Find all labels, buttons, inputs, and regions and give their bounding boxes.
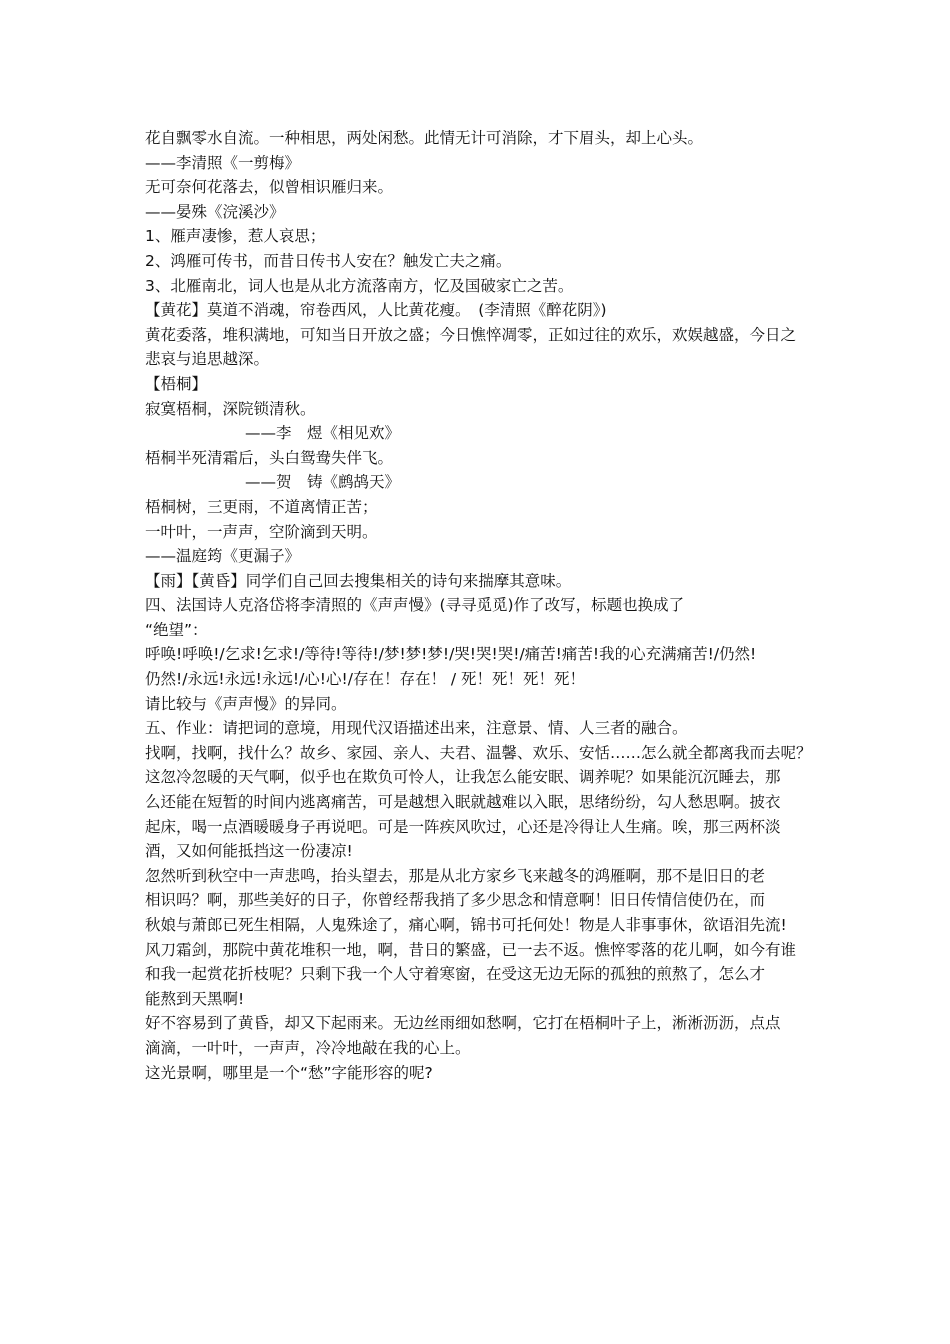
text-line: 黄花委落，堆积满地，可知当日开放之盛；今日憔悴凋零，正如过往的欢乐，欢娱越盛，今日之: [145, 325, 797, 344]
text-line: “绝望”：: [145, 620, 208, 639]
text-line: 【雨】【黄昏】同学们自己回去搜集相关的诗句来揣摩其意味。: [145, 571, 572, 590]
text-line: 起床，喝一点酒暖暖身子再说吧。可是一阵疾风吹过，心还是冷得让人生痛。唉，那三两杯淡: [145, 817, 781, 836]
text-line: 这光景啊，哪里是一个“愁”字能形容的呢?: [145, 1063, 433, 1082]
text-line: 1、雁声凄惨，惹人哀思；: [145, 227, 326, 246]
text-line: 仍然!/永远!永远!永远!/心!心!/存在！存在！ / 死！死！死！死！: [145, 670, 586, 689]
text-line: 悲哀与追思越深。: [145, 350, 270, 369]
text-line: 五、作业：请把词的意境，用现代汉语描述出来，注意景、情、人三者的融合。: [145, 719, 688, 738]
text-line: 找啊，找啊，找什么？故乡、家园、亲人、夫君、温馨、欢乐、安恬……怎么就全都离我而去呢？: [145, 743, 812, 762]
text-line: 【黄花】莫道不消魂，帘卷西风，人比黄花瘦。 (李清照《醉花阴》): [145, 301, 607, 320]
text-line: 梧桐半死清霜后，头白鸳鸯失伴飞。: [145, 448, 394, 467]
text-line: 2、鸿雁可传书，而昔日传书人安在？触发亡夫之痛。: [145, 251, 512, 270]
text-line: 风刀霜剑，那院中黄花堆积一地，啊，昔日的繁盛，已一去不返。憔悴零落的花儿啊，如今有谁: [145, 940, 797, 959]
text-line: 呼唤!呼唤!/乞求!乞求!/等待!等待!/梦!梦!梦!/哭!哭!哭!/痛苦!痛苦!我的心充满痛苦!/仍然!: [145, 645, 757, 664]
text-line: 相识吗？啊，那些美好的日子，你曾经帮我捎了多少思念和情意啊！旧日传情信使仍在，而: [145, 891, 766, 910]
text-line: ——晏殊《浣溪沙》: [145, 202, 285, 221]
text-line: 和我一起赏花折枝呢？只剩下我一个人守着寒窗，在受这无边无际的孤独的煎熬了，怎么才: [145, 965, 766, 984]
text-line: 秋娘与萧郎已死生相隔，人鬼殊途了，痛心啊，锦书可托何处！物是人非事事休，欲语泪先流!: [145, 916, 787, 934]
text-line: 滴滴，一叶叶，一声声，冷冷地敲在我的心上。: [145, 1038, 471, 1057]
text-line: 无可奈何花落去，似曾相识雁归来。: [145, 178, 394, 197]
text-line: 好不容易到了黄昏，却又下起雨来。无边丝雨细如愁啊，它打在梧桐叶子上，淅淅沥沥，点点: [145, 1014, 781, 1033]
text-line: 请比较与《声声慢》的异同。: [145, 694, 347, 713]
text-line: 这忽冷忽暖的天气啊，似乎也在欺负可怜人，让我怎么能安眠、调养呢？如果能沉沉睡去，那: [145, 768, 781, 787]
text-line: 忽然听到秋空中一声悲鸣，抬头望去，那是从北方家乡飞来越冬的鸿雁啊，那不是旧日的老: [145, 866, 766, 885]
attribution-line: ——贺 铸《鹧鸪天》: [245, 473, 401, 492]
text-line: 梧桐树，三更雨，不道离情正苦；: [145, 497, 378, 516]
text-line: 四、法国诗人克洛岱将李清照的《声声慢》(寻寻觅觅)作了改写，标题也换成了: [145, 596, 685, 615]
text-line: 【梧桐】: [145, 374, 208, 393]
text-line: 寂寞梧桐，深院锁清秋。: [145, 399, 316, 418]
text-line: 一叶叶，一声声，空阶滴到天明。: [145, 522, 378, 541]
text-line: ——李清照《一剪梅》: [145, 153, 301, 172]
text-line: 能熬到天黑啊!: [145, 989, 245, 1008]
text-line: 酒，又如何能抵挡这一份凄凉!: [145, 842, 353, 861]
text-line: 么还能在短暂的时间内逃离痛苦，可是越想入眠就越难以入眠，思绪纷纷，勾人愁思啊。披衣: [145, 793, 781, 812]
text-line: ——温庭筠《更漏子》: [145, 547, 301, 566]
text-line: 花自飘零水自流。一种相思，两处闲愁。此情无计可消除，才下眉头，却上心头。: [145, 129, 704, 147]
text-line: 3、北雁南北，词人也是从北方流落南方，忆及国破家亡之苦。: [145, 276, 574, 295]
document-body: [145, 126, 815, 1085]
attribution-line: ——李 煜《相见欢》: [245, 424, 401, 443]
